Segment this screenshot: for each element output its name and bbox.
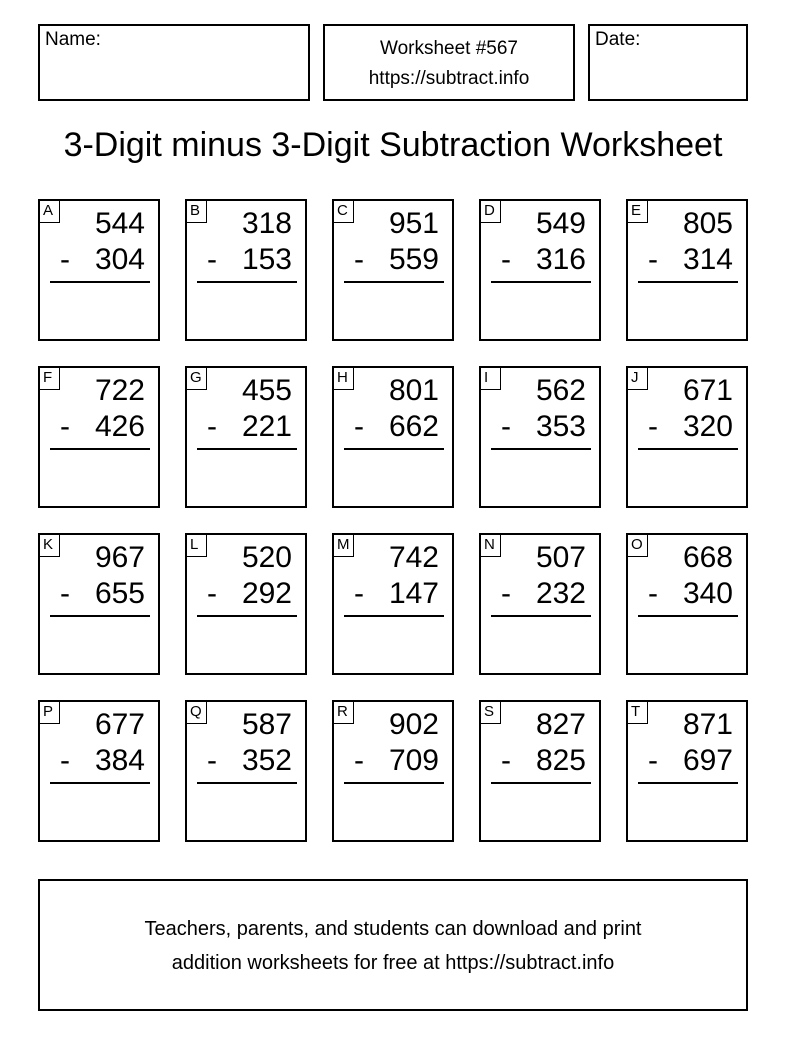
subtrahend: 153 xyxy=(241,243,292,276)
subtrahend: 316 xyxy=(535,243,586,276)
minuend: 871 xyxy=(682,708,733,741)
minus-sign: - xyxy=(60,744,70,777)
minuend: 805 xyxy=(682,207,733,240)
minuend: 455 xyxy=(241,374,292,407)
problem-label: R xyxy=(334,702,354,724)
subtrahend: 662 xyxy=(388,410,439,443)
minus-sign: - xyxy=(354,410,364,443)
minus-sign: - xyxy=(648,577,658,610)
minus-sign: - xyxy=(60,577,70,610)
problem-card[interactable] xyxy=(185,533,307,675)
problem-card[interactable] xyxy=(332,366,454,508)
answer-line xyxy=(197,615,297,617)
minuend: 902 xyxy=(388,708,439,741)
problem-label: J xyxy=(628,368,648,390)
subtrahend: 697 xyxy=(682,744,733,777)
minuend: 507 xyxy=(535,541,586,574)
minus-sign: - xyxy=(354,243,364,276)
problem-card[interactable] xyxy=(479,700,601,842)
minuend: 951 xyxy=(388,207,439,240)
problem-label: H xyxy=(334,368,354,390)
answer-line xyxy=(638,782,738,784)
problem-card[interactable] xyxy=(38,199,160,341)
subtrahend: 825 xyxy=(535,744,586,777)
problem-card[interactable] xyxy=(332,700,454,842)
minuend: 562 xyxy=(535,374,586,407)
answer-line xyxy=(491,281,591,283)
subtrahend: 340 xyxy=(682,577,733,610)
answer-line xyxy=(344,448,444,450)
name-label: Name: xyxy=(45,29,101,50)
footer-line-1: Teachers, parents, and students can download and print xyxy=(144,918,642,940)
minuend: 827 xyxy=(535,708,586,741)
date-label: Date: xyxy=(595,29,641,50)
minus-sign: - xyxy=(207,577,217,610)
problem-card[interactable] xyxy=(626,700,748,842)
minus-sign: - xyxy=(648,744,658,777)
problem-card[interactable] xyxy=(479,199,601,341)
subtrahend: 147 xyxy=(388,577,439,610)
footer-box xyxy=(38,879,748,1011)
date-field[interactable] xyxy=(588,24,748,101)
problem-label: T xyxy=(628,702,648,724)
answer-line xyxy=(491,448,591,450)
minuend: 671 xyxy=(682,374,733,407)
problem-label: Q xyxy=(187,702,207,724)
problem-label: C xyxy=(334,201,354,223)
problem-label: G xyxy=(187,368,207,390)
minus-sign: - xyxy=(60,410,70,443)
minuend: 520 xyxy=(241,541,292,574)
problem-card[interactable] xyxy=(185,199,307,341)
minus-sign: - xyxy=(354,744,364,777)
minus-sign: - xyxy=(207,410,217,443)
minuend: 722 xyxy=(94,374,145,407)
problem-label: K xyxy=(40,535,60,557)
problem-label: A xyxy=(40,201,60,223)
minuend: 318 xyxy=(241,207,292,240)
answer-line xyxy=(491,782,591,784)
problem-card[interactable] xyxy=(185,700,307,842)
problem-card[interactable] xyxy=(185,366,307,508)
answer-line xyxy=(344,615,444,617)
problem-card[interactable] xyxy=(332,533,454,675)
subtrahend: 320 xyxy=(682,410,733,443)
answer-line xyxy=(638,615,738,617)
subtrahend: 426 xyxy=(94,410,145,443)
answer-line xyxy=(344,281,444,283)
subtrahend: 559 xyxy=(388,243,439,276)
answer-line xyxy=(50,281,150,283)
minus-sign: - xyxy=(60,243,70,276)
minus-sign: - xyxy=(501,577,511,610)
minuend: 742 xyxy=(388,541,439,574)
subtrahend: 655 xyxy=(94,577,145,610)
footer-line-2: addition worksheets for free at https://subtract.info xyxy=(171,952,615,974)
problem-label: E xyxy=(628,201,648,223)
answer-line xyxy=(50,782,150,784)
answer-line xyxy=(50,448,150,450)
minus-sign: - xyxy=(207,744,217,777)
problem-card[interactable] xyxy=(626,366,748,508)
name-field[interactable] xyxy=(38,24,310,101)
answer-line xyxy=(197,782,297,784)
problem-label: M xyxy=(334,535,354,557)
problem-label: D xyxy=(481,201,501,223)
problem-grid xyxy=(38,199,748,842)
minus-sign: - xyxy=(501,243,511,276)
subtrahend: 221 xyxy=(241,410,292,443)
minus-sign: - xyxy=(648,243,658,276)
worksheet-number: Worksheet #567 xyxy=(379,38,518,59)
minuend: 677 xyxy=(94,708,145,741)
subtrahend: 353 xyxy=(535,410,586,443)
problem-card[interactable] xyxy=(479,533,601,675)
minus-sign: - xyxy=(501,744,511,777)
answer-line xyxy=(197,448,297,450)
answer-line xyxy=(491,615,591,617)
subtrahend: 384 xyxy=(94,744,145,777)
minus-sign: - xyxy=(354,577,364,610)
problem-label: I xyxy=(481,368,501,390)
subtrahend: 314 xyxy=(682,243,733,276)
minus-sign: - xyxy=(648,410,658,443)
answer-line xyxy=(50,615,150,617)
page-title: 3-Digit minus 3-Digit Subtraction Worksheet xyxy=(63,126,723,164)
answer-line xyxy=(344,782,444,784)
problem-label: P xyxy=(40,702,60,724)
subtrahend: 304 xyxy=(94,243,145,276)
worksheet-info-box xyxy=(323,24,575,101)
problem-label: N xyxy=(481,535,501,557)
minuend: 549 xyxy=(535,207,586,240)
problem-card[interactable] xyxy=(38,700,160,842)
answer-line xyxy=(638,448,738,450)
problem-card[interactable] xyxy=(626,533,748,675)
subtrahend: 292 xyxy=(241,577,292,610)
minuend: 587 xyxy=(241,708,292,741)
problem-card[interactable] xyxy=(479,366,601,508)
minus-sign: - xyxy=(207,243,217,276)
minuend: 668 xyxy=(682,541,733,574)
subtrahend: 352 xyxy=(241,744,292,777)
worksheet-url: https://subtract.info xyxy=(368,68,530,89)
problem-card[interactable] xyxy=(332,199,454,341)
answer-line xyxy=(638,281,738,283)
minuend: 967 xyxy=(94,541,145,574)
problem-card[interactable] xyxy=(38,533,160,675)
problem-label: O xyxy=(628,535,648,557)
problem-label: B xyxy=(187,201,207,223)
minuend: 544 xyxy=(94,207,145,240)
subtrahend: 709 xyxy=(388,744,439,777)
problem-card[interactable] xyxy=(626,199,748,341)
problem-label: L xyxy=(187,535,207,557)
problem-card[interactable] xyxy=(38,366,160,508)
problem-label: F xyxy=(40,368,60,390)
subtrahend: 232 xyxy=(535,577,586,610)
answer-line xyxy=(197,281,297,283)
minus-sign: - xyxy=(501,410,511,443)
problem-label: S xyxy=(481,702,501,724)
minuend: 801 xyxy=(388,374,439,407)
